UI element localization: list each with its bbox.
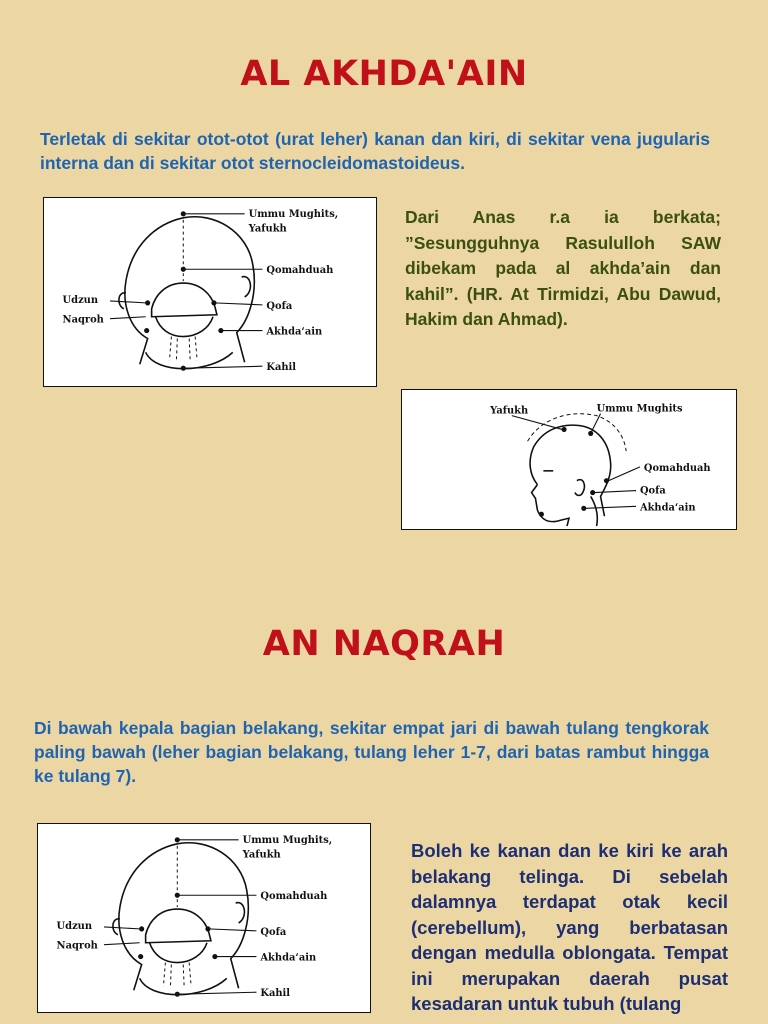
label2-naqroh: Naqroh [56,940,98,952]
side-label-qomahduah: Qomahduah [643,462,711,474]
label2-akhdaain: Akhda‘ain [260,952,317,964]
label-qofa: Qofa [266,300,293,312]
label-yafukh: Yafukh [248,223,287,235]
label-qomahduah: Qomahduah [266,265,334,277]
back-head-illustration [44,198,376,386]
label2-udzun: Udzun [56,920,93,932]
label2-ummu-mughits: Ummu Mughits, [242,834,333,846]
section2-description: Di bawah kepala bagian belakang, sekitar empat jari di bawah tulang tengkorak paling bawah (leher bagian belakang, tulang leher 1-7, dari batas rambut hingga ke tulang 7). [34,718,709,786]
label2-kahil: Kahil [260,988,291,1000]
side-head-diagram [401,389,737,530]
back-head-diagram-2 [37,823,371,1013]
back-head-illustration-2 [38,824,370,1012]
side-label-akhdaain: Akhda‘ain [639,502,696,514]
label2-qomahduah: Qomahduah [260,891,328,903]
label2-yafukh: Yafukh [242,849,281,861]
label-ummu-mughits: Ummu Mughits, [248,208,339,220]
section1-hadith: Dari Anas r.a ia berkata; ”Sesungguhnya Rasululloh SAW dibekam pada al akhda’ain dan kahil”. (HR. At Tirmidzi, Abu Dawud, Hakim dan Ahmad). [405,207,721,329]
back-head-diagram-1 [43,197,377,387]
side-label-qofa: Qofa [639,485,666,497]
side-label-yafukh: Yafukh [490,405,529,417]
side-head-illustration [402,390,736,529]
label-akhdaain: Akhda‘ain [266,326,323,338]
side-label-ummu-mughits: Ummu Mughits [596,403,683,415]
section1-title: AL AKHDA'AIN [240,54,528,94]
label-udzun: Udzun [62,294,99,306]
label2-qofa: Qofa [260,926,287,938]
section2-title: AN NAQRAH [262,624,506,664]
section2-note: Boleh ke kanan dan ke kiri ke arah belakang telinga. Di sebelah dalamnya terdapat otak kecil (cerebellum), yang berbatasan dengan medulla oblongata. Tempat ini merupakan daerah pusat kesadaran untuk tubuh (tulang [411,840,728,1014]
section1-description: Terletak di sekitar otot-otot (urat leher) kanan dan kiri, di sekitar vena jugularis interna dan di sekitar otot sternocleidomastoideus. [40,129,710,173]
label-kahil: Kahil [266,362,297,374]
label-naqroh: Naqroh [62,314,104,326]
